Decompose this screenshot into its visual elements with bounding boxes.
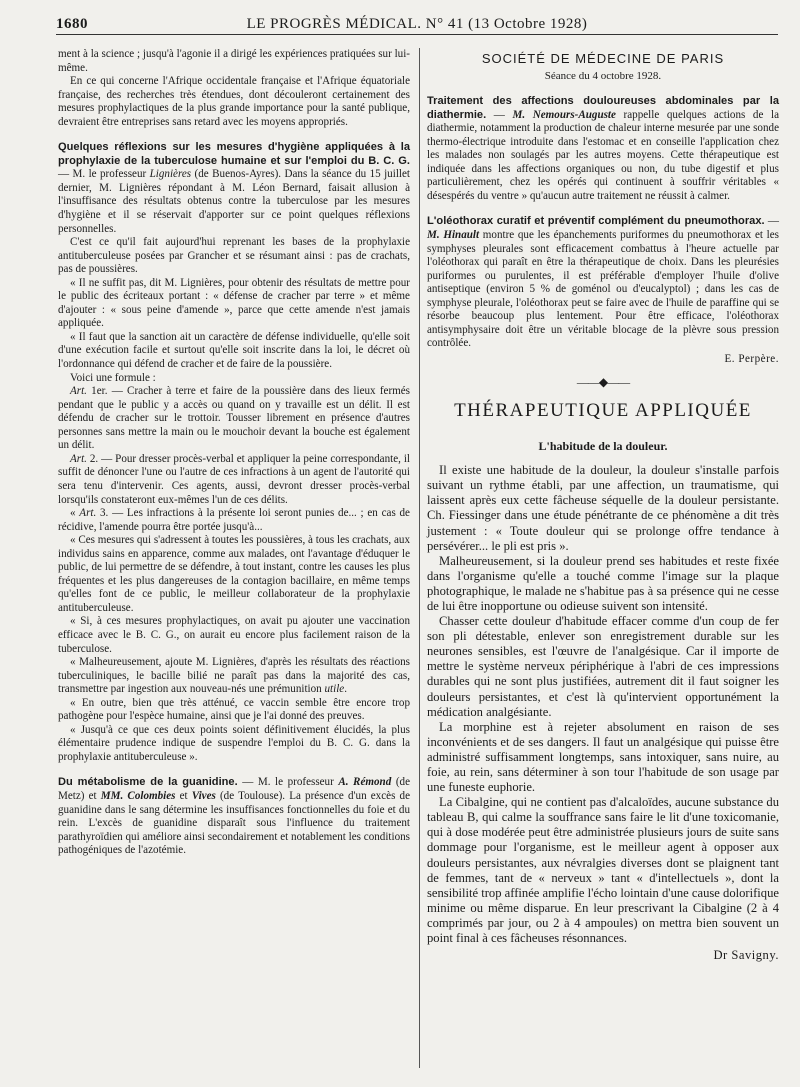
- text-run: — M. le professeur: [237, 776, 339, 789]
- author-name: Vives: [191, 789, 216, 802]
- quote-mark: «: [70, 507, 80, 520]
- quote-paragraph: « Il ne suffit pas, dit M. Lignières, pour obtenir des résultats de mettre pour le public des écriteaux portant : « défense de cracher par terre » et même d'ajouter : « sous peine d'amende », parce que cette amende n'est jamais appliquée.: [58, 276, 410, 330]
- therapy-article: [427, 463, 779, 963]
- article-title: L'habitude de la douleur.: [538, 438, 668, 453]
- paragraph: Voici une formule :: [70, 371, 156, 384]
- quote-paragraph: « Il faut que la sanction ait un caractère de défense individuelle, qu'elle soit d'une exécution facile et surtout qu'elle soit inscrite dans la loi, le décret où l'ordonnance qui défend de cracher et de faire de la poussière.: [58, 330, 410, 371]
- page-header: [56, 14, 778, 35]
- author-name: MM. Colombies: [100, 789, 176, 802]
- quote-paragraph: [58, 656, 410, 697]
- quote-paragraph: « Ces mesures qui s'adressent à toutes les poussières, à tous les crachats, aux individus sains en apparence, comme aux malades, ont l'avantage d'éduquer le public, de lui permettre de se défendre, à tout instant, contre les causes les plus fréquentes et les plus dangereuses de la contagion bacillaire, en même temps qu'elles font de ce public, le meilleur collaborateur de la prophylaxie antituberculeuse.: [58, 534, 410, 614]
- left-column: [58, 48, 410, 858]
- paragraph: La morphine est à rejeter absolument en raison de ses inconvénients et de ses dangers. Il faut un analgésique qui puisse être administré suffisamment longtemps, sans intoxiquer, sans nuire, au foie, au rein, sans déterminer à son tour l'habitude de son usage par une funeste euphorie.: [427, 719, 779, 795]
- text-run: (de Metz) et: [58, 776, 410, 802]
- report-diathermie: [427, 95, 779, 203]
- text-run: et: [175, 789, 192, 802]
- article-number: 3. —: [96, 507, 127, 520]
- report-oleothorax: [427, 215, 779, 350]
- article-3: [58, 507, 410, 534]
- report-heading: Du métabolisme de la guanidine.: [58, 776, 238, 789]
- column-divider: [419, 48, 420, 1068]
- italic-word: utile: [324, 683, 345, 696]
- section-title: THÉRAPEUTIQUE APPLIQUÉE: [454, 400, 752, 422]
- article-1: [58, 385, 410, 453]
- paragraph: Il existe une habitude de la douleur, la douleur s'installe parfois suivant un rythme établi, par une affection, un traumatisme, qui laissent après eux cette fâcheuse séquelle de la douleur persistante. Ch. Fiessinger dans une étude pénétrante de ce phénomène a dit très justement : « Toute douleur qui se prolonge offre tendance à persévérer... le pli est pris ».: [427, 463, 779, 553]
- quote-paragraph: « Si, à ces mesures prophylactiques, on avait pu ajouter une vaccination efficace avec le B. C. G., on aurait eu encore plus facilement raison de la tuberculose.: [58, 615, 410, 655]
- article-text: Pour dresser procès-verbal et appliquer la peine correspondante, il suffit de dénoncer l'une ou l'autre de ces infractions à un agent de l'autorité qui sera tenu d'intervenir. Ces agents, aussi, devront dresser procès-verbal lorsqu'ils constateront eux-mêmes l'un de ces délits.: [58, 452, 411, 506]
- article-text: Les infractions à la présente loi seront punies de... ; en cas de récidive, l'amende pourra être portée jusqu'à...: [58, 507, 410, 533]
- paragraph: Chasser cette douleur d'habitude effacer comme d'un coup de fer son pli détestable, enlever son enregistrement durable sur les neurones sensibles, est l'œuvre de l'analgésique. Car il importe de mettre le système nerveux périphérique à l'abri de ces impressions durables qui ne sont plus justifiées, autrement dit il faut soigner les douleurs persistantes, et c'est là qu'intervient opportunément la médication analgésiante.: [427, 614, 779, 719]
- report-heading: Quelques réflexions sur les mesures d'hygiène appliquées à la prophylaxie de la tuberculose humaine et sur l'emploi du B. C. G.: [58, 141, 410, 167]
- text-run: (de Toulouse). La présence d'un excès de guanidine dans le sang détermine les insuffisances fonctionnelles du foie et du rein. L'excès de guanidine disparaît sous l'influence du traitement parathyroïdien qui améliore ainsi secondairement et notablement les conditions pathogéniques de l'azotémie.: [58, 789, 411, 857]
- article-label: Art.: [79, 507, 97, 520]
- author-name: Lignières: [149, 168, 192, 181]
- author-name: M. Hinault: [427, 229, 480, 242]
- article-label: Art.: [70, 385, 87, 398]
- text-run: .: [344, 683, 347, 696]
- report-guanidine: [58, 776, 410, 857]
- paragraph: La Cibalgine, qui ne contient pas d'alcaloïdes, aucune substance du tableau B, qui calme la souffrance sans faire le lit d'une toxicomanie, qui à dose modérée peut être administrée plusieurs jours de suite sans dommage pour l'organisme, est le meilleur agent à opposer aux douleurs persistantes, aux névralgies diverses dont se plaignent tant de femmes, tant de « nerveux » tant « d'intellectuels », dont la sensibilité trop affinée amplifie l'écho lointain d'une cause dolorifique minime ou même disparue. En leur prescrivant la Cibalgine (2 à 4 comprimés par jour, ou 2 à 4 ampoules) on mettra bien souvent un point final à ces fâcheuses résonnances.: [427, 795, 779, 946]
- session-date: Séance du 4 octobre 1928.: [544, 69, 662, 82]
- paragraph: ment à la science ; jusqu'à l'agonie il a dirigé les expériences pratiquées sur lui-même.: [58, 48, 410, 74]
- report-heading: L'oléothorax curatif et préventif complément du pneumothorax.: [427, 215, 765, 228]
- article-number: 1er. —: [86, 385, 128, 398]
- running-title: LE PROGRÈS MÉDICAL. N° 41 (13 Octobre 1928): [246, 16, 588, 32]
- quote-paragraph: « En outre, bien que très atténué, ce vaccin semble être encore trop pathogène pour l'espèce humaine, ainsi que je l'ai donné des preuves.: [58, 696, 410, 723]
- signature: Dr Savigny.: [713, 948, 779, 963]
- report-heading: Traitement des affections douloureuses abdominales par la diathermie.: [427, 95, 779, 121]
- quote-paragraph: « Jusqu'à ce que ces deux points soient définitivement élucidés, la plus élémentaire prudence indique de suspendre l'emploi du B. C. G. dans la prophylaxie antituberculeuse ».: [58, 723, 410, 763]
- paragraph: Malheureusement, si la douleur prend ses habitudes et reste fixée dans l'organisme qu'elle a touché comme l'image sur la plaque photographique, le malade ne s'habitue pas à sa présence qui ne cesse de lui être inopportune ou odieuse suivent son intensité.: [427, 553, 779, 613]
- report-lignieres: [58, 141, 410, 236]
- text-run: rappelle quelques actions de la diathermie, notamment la production de chaleur interne mesurée par une sonde thermo-électrique introduite dans l'estomac et en conseille l'application chez les malades non soulagés par les autres moyens. Cette thérapeutique est indiquée dans les affections organiques ou non, du tube digestif et plus particulièrement, chez les opérés qui continuent à souffrir véritables « désespérés du ventre » qu'aucun autre traitement ne réussit à calmer.: [427, 108, 780, 202]
- author-name: M. Nemours-Auguste: [512, 108, 616, 121]
- ornament-divider: ——◆——: [576, 375, 630, 390]
- paragraph: En ce qui concerne l'Afrique occidentale française et l'Afrique équatoriale française, des recherches très étendues, dont découleront certainement des mesures prophylactiques de la plus grande importance pour la santé publique, devraient être entreprises sans retard avec les moyens appropriés.: [58, 75, 410, 128]
- article-number: 2. —: [86, 452, 116, 465]
- text-run: — M. le professeur: [58, 168, 150, 181]
- author-name: A. Rémond: [338, 776, 392, 789]
- text-run: —: [764, 215, 779, 228]
- society-title: SOCIÉTÉ DE MÉDECINE DE PARIS: [481, 51, 725, 66]
- page-number: 1680: [56, 16, 88, 32]
- text-run: montre que les épanchements puriformes du pneumothorax et les symphyses pleurales sont efficacement combattus à l'heure actuelle par l'oléothorax qui paraît en être la thérapeutique de choix. Dans les pleurésies puriformes ou purulentes, il est préférable d'employer l'huile d'olive antiseptique (environ 5 % de goménol ou d'eucalyptol) ; dans les cas de symphyse pleurale, l'oléothorax peut se faire avec de l'huile de paraffine qui se résorbe beaucoup plus lentement. Pour être efficace, l'oléothorax antisymphysaire doit être un véritable blocage de la plèvre sous pression contrôlée.: [427, 229, 779, 350]
- article-2: [58, 453, 410, 507]
- article-label: Art.: [70, 452, 87, 465]
- signature: E. Perpère.: [724, 352, 779, 365]
- text-run: « Malheureusement, ajoute M. Lignières, d'après les résultats des réactions tuberculiniques, le bacille bilié ne paraît pas dans la majorité des cas, transmettre par ingestion aux nouveau-nés une prémunition: [58, 656, 410, 696]
- text-run: (de Buenos-Ayres). Dans la séance du 15 juillet dernier, M. Lignières répondant à M. Léon Bernard, faisait allusion à l'insuffisance des résultats obtenus contre la tuberculose par les mesures d'hygiène et il se réservait d'apporter sur ce point quelques réflexions personnelles.: [58, 168, 410, 235]
- paragraph: C'est ce qu'il fait aujourd'hui reprenant les bases de la prophylaxie antituberculeuse posées par Grancher et se résumant ainsi : pas de crachats, pas de poussières.: [58, 236, 410, 276]
- text-run: —: [486, 108, 513, 121]
- right-column: [427, 48, 779, 963]
- article-text: Cracher à terre et faire de la poussière dans des lieux fermés pendant que le public y a accès ou quand on y travaille est un délit. Il est défendu de cracher sur le trottoir. Tousser librement en présence d'autres personnes sans mettre la main ou le mouchoir devant la bouche est également un délit.: [58, 385, 411, 452]
